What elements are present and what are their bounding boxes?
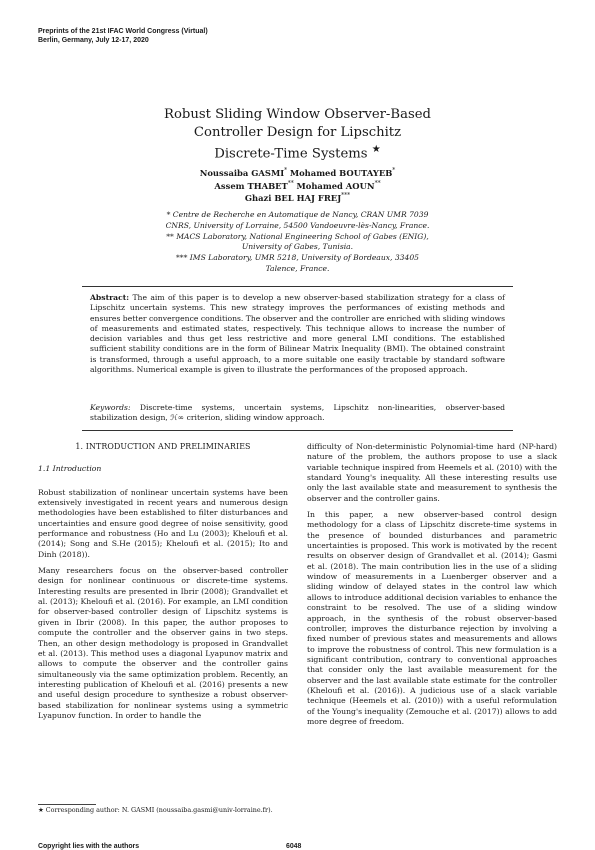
author-2: Mohamed BOUTAYEB (289, 167, 393, 178)
paper-title (0, 106, 595, 163)
abstract-label: Abstract: (90, 293, 130, 302)
affiliation-line: *** IMS Laboratory, UMR 5218, University of Bordeaux, 33405 (175, 253, 419, 263)
abstract-top-rule (82, 286, 513, 287)
paragraph: Many researchers focus on the observer-based controller design for nonlinear continuous or discrete-time systems. Interesting results are presented in Ibrir (2008); Grandvallet et al. (2013); Kheloufi et al. (2016). For example, an LMI condition for observer-based controller design of Lipschitz systems is given in Ibrir (2008). In this paper, the author proposes to compute the controller and the observer gains in two steps. Then, an other design methodology is proposed in Grandvallet et al. (2013). This method uses a diagonal Lyapunov matrix and allows to compute the observer and the controller gains simultaneously via the same optimization problem. Recently, an interesting publication of Kheloufi et al. (2016) presents a new and useful design procedure to synthesize a robust observer-based stabilization for nonlinear systems using a symmetric Lyapunov function. In order to handle the (38, 566, 288, 720)
affiliation-line: Talence, France. (265, 263, 330, 273)
author-2-affil-mark: * (392, 167, 396, 174)
section-heading: 1. INTRODUCTION AND PRELIMINARIES (75, 442, 251, 451)
author-3-affil-mark: ** (287, 179, 294, 187)
conference-header (38, 27, 208, 45)
title-line-3: Discrete-Time Systems (214, 146, 368, 162)
author-1: Noussaiba GASMI (199, 167, 285, 178)
affiliation-line: ** MACS Laboratory, National Engineering School of Gabes (ENIG), (166, 231, 429, 241)
author-3: Assem THABET (214, 180, 288, 191)
footnote-rule (38, 804, 96, 805)
right-column (307, 442, 557, 733)
affiliation-line: University of Gabes, Tunisia. (241, 242, 354, 252)
abstract-bottom-rule (82, 430, 513, 431)
footnote (38, 806, 288, 814)
footnote-star: ★ (38, 806, 44, 814)
author-5: Ghazi BEL HAJ FREJ (244, 192, 342, 203)
paragraph: In this paper, a new observer-based control design methodology for a class of Lipschitz discrete-time systems in the presence of bounded disturbances and parametric uncertainties is proposed. This work is motivated by the recent results on observer design of Grandvallet et al. (2014); Gasmi et al. (2018). The main contribution lies in the use of a sliding window of measurements in a Luenberger observer and a sliding window of delayed states in the control law which allows to introduce additional decision variables to enhance the constraint to be resolved. The use of a sliding window approach, in the synthesis of the robust observer-based controller, improves the disturbance rejection by involving a fixed number of previous states and measurements and allows to improve the robustness of control. This new formulation is a significant contribution, contrary to conventional approaches that consider only the last available measurement for the observer and the last available state estimate for the controller (Kheloufi et al. (2016)). A judicious use of a slack variable technique (Heemels et al. (2010)) with a useful reformulation of the Young's inequality (Zemouche et al. (2017)) allows to add more degree of freedom. (307, 510, 557, 726)
footnote-text: Corresponding author: N. GASMI (noussaiba.gasmi@univ-lorraine.fr). (45, 806, 273, 814)
author-4: Mohamed AOUN (296, 180, 375, 191)
keywords-label: Keywords: (90, 403, 131, 412)
abstract (90, 293, 505, 375)
keywords-text: Discrete-time systems, uncertain systems, Lipschitz non-linearities, observer-based stabilization design, ℋ∞ criterion, sliding window approach. (90, 403, 505, 423)
copyright-notice: Copyright lies with the authors (38, 843, 140, 850)
keywords (90, 403, 505, 424)
affiliation-line: CNRS, University of Lorraine, 54500 Vandoeuvre-lès-Nancy, France. (165, 220, 430, 230)
page-number: 6048 (286, 843, 302, 850)
conference-location-date: Berlin, Germany, July 12-17, 2020 (38, 37, 149, 44)
author-5-affil-mark: *** (341, 192, 351, 199)
author-4-affil-mark: ** (374, 179, 381, 187)
paragraph: difficulty of Non-deterministic Polynomial-time hard (NP-hard) nature of the problem, the authors propose to use a slack variable technique inspired from Heemels et al. (2010) with the standard Young's inequality. All these interesting results use only the last available state and measurement to synthesis the observer and the controller gains. (307, 442, 557, 503)
author-1-affil-mark: * (284, 167, 288, 174)
left-column (38, 442, 288, 727)
subsection-heading: 1.1 Introduction (38, 464, 102, 474)
affiliation-line: * Centre de Recherche en Automatique de Nancy, CRAN UMR 7039 (166, 210, 429, 219)
conference-name: Preprints of the 21st IFAC World Congress (Virtual) (38, 28, 208, 35)
author-list (0, 166, 595, 204)
affiliations (0, 210, 595, 275)
title-line-2: Controller Design for Lipschitz (193, 124, 402, 140)
paragraph: Robust stabilization of nonlinear uncertain systems have been extensively investigated in recent years and numerous design methodologies have been established to filter disturbances and uncertainties and ensure good degree of noise sensitivity, good performance and robustness (Ho and Lu (2003); Kheloufi et al. (2014); Song and S.He (2015); Kheloufi et al. (2015); Ito and Dinh (2018)). (38, 487, 288, 559)
abstract-text: The aim of this paper is to develop a new observer-based stabilization strategy for a class of Lipschitz uncertain systems. This new strategy improves the performances of existing methods and ensures better convergence conditions. The observer and the controller are enriched with sliding windows of measurements and estimated states, respectively. This technique allows to increase the number of decision variables and thus get less restrictive and more general LMI conditions. The established sufficient stability conditions are in the form of Bilinear Matrix Inequality (BMI). The obtained constraint is transformed, through a useful approach, to a more suitable one easily tractable by standard software algorithms. Numerical example is given to illustrate the performances of the proposed approach. (90, 293, 505, 375)
title-footnote-star: ★ (371, 144, 381, 155)
title-line-1: Robust Sliding Window Observer-Based (164, 107, 431, 122)
